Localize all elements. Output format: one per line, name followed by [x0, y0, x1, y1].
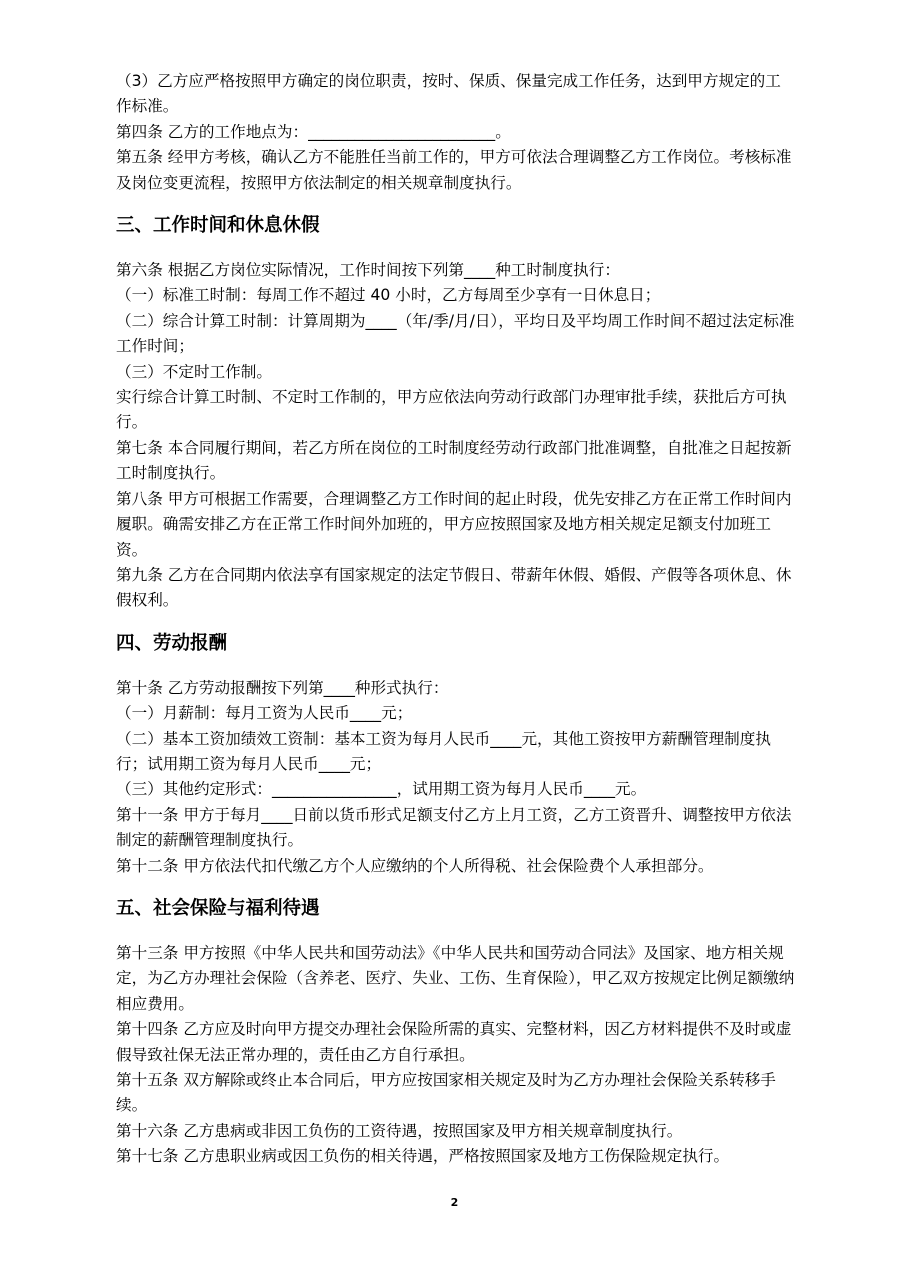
- paragraph: 第十六条 乙方患病或非因工负伤的工资待遇，按照国家及甲方相关规章制度执行。: [116, 1121, 683, 1140]
- paragraph: 第四条 乙方的工作地点为：________________________。: [116, 122, 511, 141]
- paragraph: 第七条 本合同履行期间，若乙方所在岗位的工时制度经劳动行政部门批准调整，自批准之日起按新工时制度执行。: [116, 438, 792, 483]
- document-body: [116, 69, 796, 1170]
- paragraph: 第十二条 甲方依法代扣代缴乙方个人应缴纳的个人所得税、社会保险费个人承担部分。: [116, 856, 714, 875]
- paragraph: （一）标准工时制：每周工作不超过 40 小时，乙方每周至少享有一日休息日；: [116, 286, 661, 305]
- section-heading: 五、社会保险与福利待遇: [116, 897, 320, 919]
- section-heading: 四、劳动报酬: [116, 632, 228, 654]
- paragraph: 第十一条 甲方于每月____日前以货币形式足额支付乙方上月工资，乙方工资晋升、调整按甲方依法制定的薪酬管理制度执行。: [116, 805, 792, 850]
- paragraph: 第六条 根据乙方岗位实际情况，工作时间按下列第____种工时制度执行：: [116, 261, 620, 280]
- paragraph: 第九条 乙方在合同期内依法享有国家规定的法定节假日、带薪年休假、婚假、产假等各项休息、休假权利。: [116, 565, 792, 610]
- paragraph: 第十三条 甲方按照《中华人民共和国劳动法》《中华人民共和国劳动合同法》及国家、地方相关规定，为乙方办理社会保险（含养老、医疗、失业、工伤、生育保险），甲乙双方按规定比例足额缴纳相应费用。: [116, 943, 795, 1013]
- paragraph: 第十五条 双方解除或终止本合同后，甲方应按国家相关规定及时为乙方办理社会保险关系转移手续。: [116, 1071, 776, 1115]
- page-number: 2: [450, 1196, 459, 1209]
- paragraph: （二）基本工资加绩效工资制：基本工资为每月人民币____元，其他工资按甲方薪酬管理制度执行；试用期工资为每月人民币____元；: [116, 729, 771, 773]
- paragraph: （二）综合计算工时制：计算周期为____（年/季/月/日），平均日及平均周工作时间不超过法定标准工作时间；: [116, 311, 795, 356]
- paragraph: 实行综合计算工时制、不定时工作制的，甲方应依法向劳动行政部门办理审批手续，获批后方可执行。: [116, 388, 787, 432]
- paragraph: （三）不定时工作制。: [116, 362, 272, 381]
- paragraph: （一）月薪制：每月工资为人民币____元；: [116, 704, 413, 723]
- paragraph: 第十条 乙方劳动报酬按下列第____种形式执行：: [116, 678, 449, 697]
- paragraph: 第八条 甲方可根据工作需要，合理调整乙方工作时间的起止时段，优先安排乙方在正常工作时间内履职。确需安排乙方在正常工作时间外加班的，甲方应按照国家及地方相关规定足额支付加班工资。: [116, 489, 792, 559]
- paragraph: 第五条 经甲方考核，确认乙方不能胜任当前工作的，甲方可依法合理调整乙方工作岗位。考核标准及岗位变更流程，按照甲方依法制定的相关规章制度执行。: [116, 148, 792, 192]
- paragraph: （三）其他约定形式：________________，试用期工资为每月人民币____元。: [116, 780, 647, 799]
- section-heading: 三、工作时间和休息休假: [116, 215, 320, 237]
- paragraph: （3）乙方应严格按照甲方确定的岗位职责，按时、保质、保量完成工作任务，达到甲方规定的工作标准。: [116, 72, 781, 116]
- paragraph: 第十四条 乙方应及时向甲方提交办理社会保险所需的真实、完整材料，因乙方材料提供不及时或虚假导致社保无法正常办理的，责任由乙方自行承担。: [116, 1020, 792, 1064]
- paragraph: 第十七条 乙方患职业病或因工负伤的相关待遇，严格按照国家及地方工伤保险规定执行。: [116, 1147, 730, 1166]
